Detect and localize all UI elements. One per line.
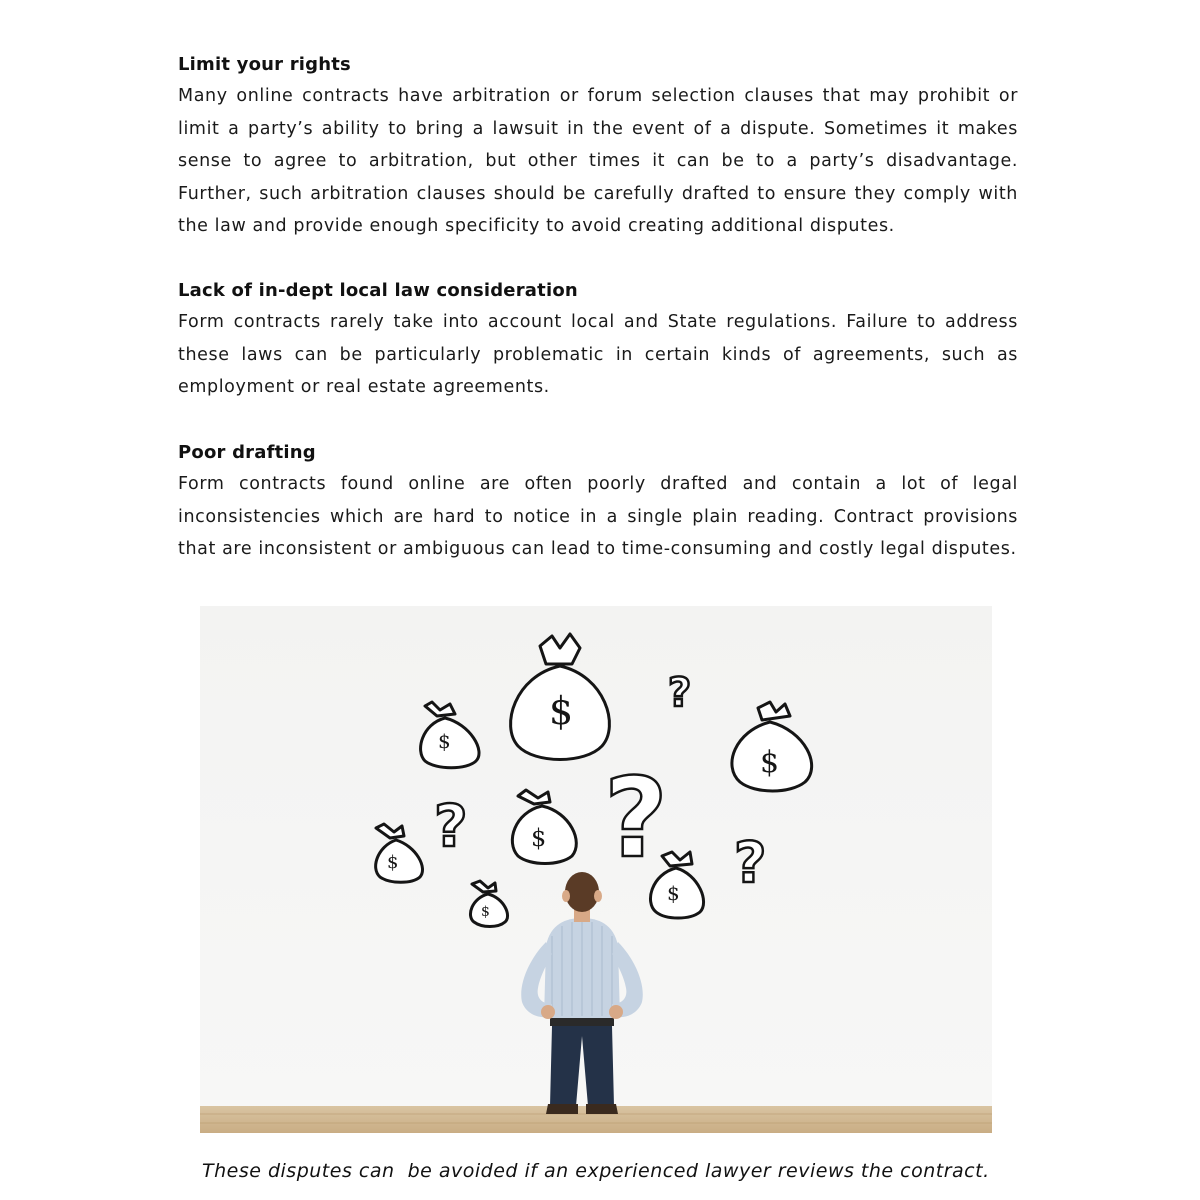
section-heading: Lack of in-dept local law consideration	[178, 280, 578, 301]
dollar-symbol: $	[549, 689, 574, 733]
question-mark-icon: ?	[734, 831, 767, 896]
section-limit-your-rights	[178, 50, 1018, 243]
illustration-photo	[200, 606, 992, 1133]
question-mark-icon: ?	[434, 792, 468, 860]
question-mark-icon: ?	[604, 754, 668, 882]
dollar-symbol: $	[760, 745, 780, 780]
dollar-symbol: $	[667, 881, 680, 905]
dollar-symbol: $	[438, 729, 451, 753]
section-body: Many online contracts have arbitration or forum selection clauses that may prohibit or limit a party’s ability to bring a lawsuit in the event of a dispute. Sometimes it makes sense to agree to arbitration, but other times it can be to a party’s disadvantage. Further, such arbitration clauses should be carefully drafted to ensure they comply with the law and provide enough specificity to avoid creating additional disputes.	[178, 86, 1018, 236]
question-mark-icon: ?	[668, 670, 692, 716]
section-body: Form contracts rarely take into account local and State regulations. Failure to address these laws can be particularly problematic in certain kinds of agreements, such as employment or real estate agreements.	[178, 312, 1018, 397]
dollar-symbol: $	[481, 904, 490, 920]
figure-caption: These disputes can be avoided if an experienced lawyer reviews the contract.	[202, 1160, 990, 1182]
section-heading: Poor drafting	[178, 442, 316, 463]
illustration-svg	[200, 606, 992, 1133]
dollar-symbol: $	[387, 852, 399, 873]
dollar-symbol: $	[531, 824, 547, 852]
section-poor-drafting	[178, 438, 1018, 566]
section-body: Form contracts found online are often poorly drafted and contain a lot of legal inconsistencies which are hard to notice in a single plain reading. Contract provisions that are inconsistent or ambiguous can lead to time-consuming and costly legal disputes.	[178, 474, 1018, 559]
section-local-law	[178, 276, 1018, 404]
section-heading: Limit your rights	[178, 54, 351, 75]
